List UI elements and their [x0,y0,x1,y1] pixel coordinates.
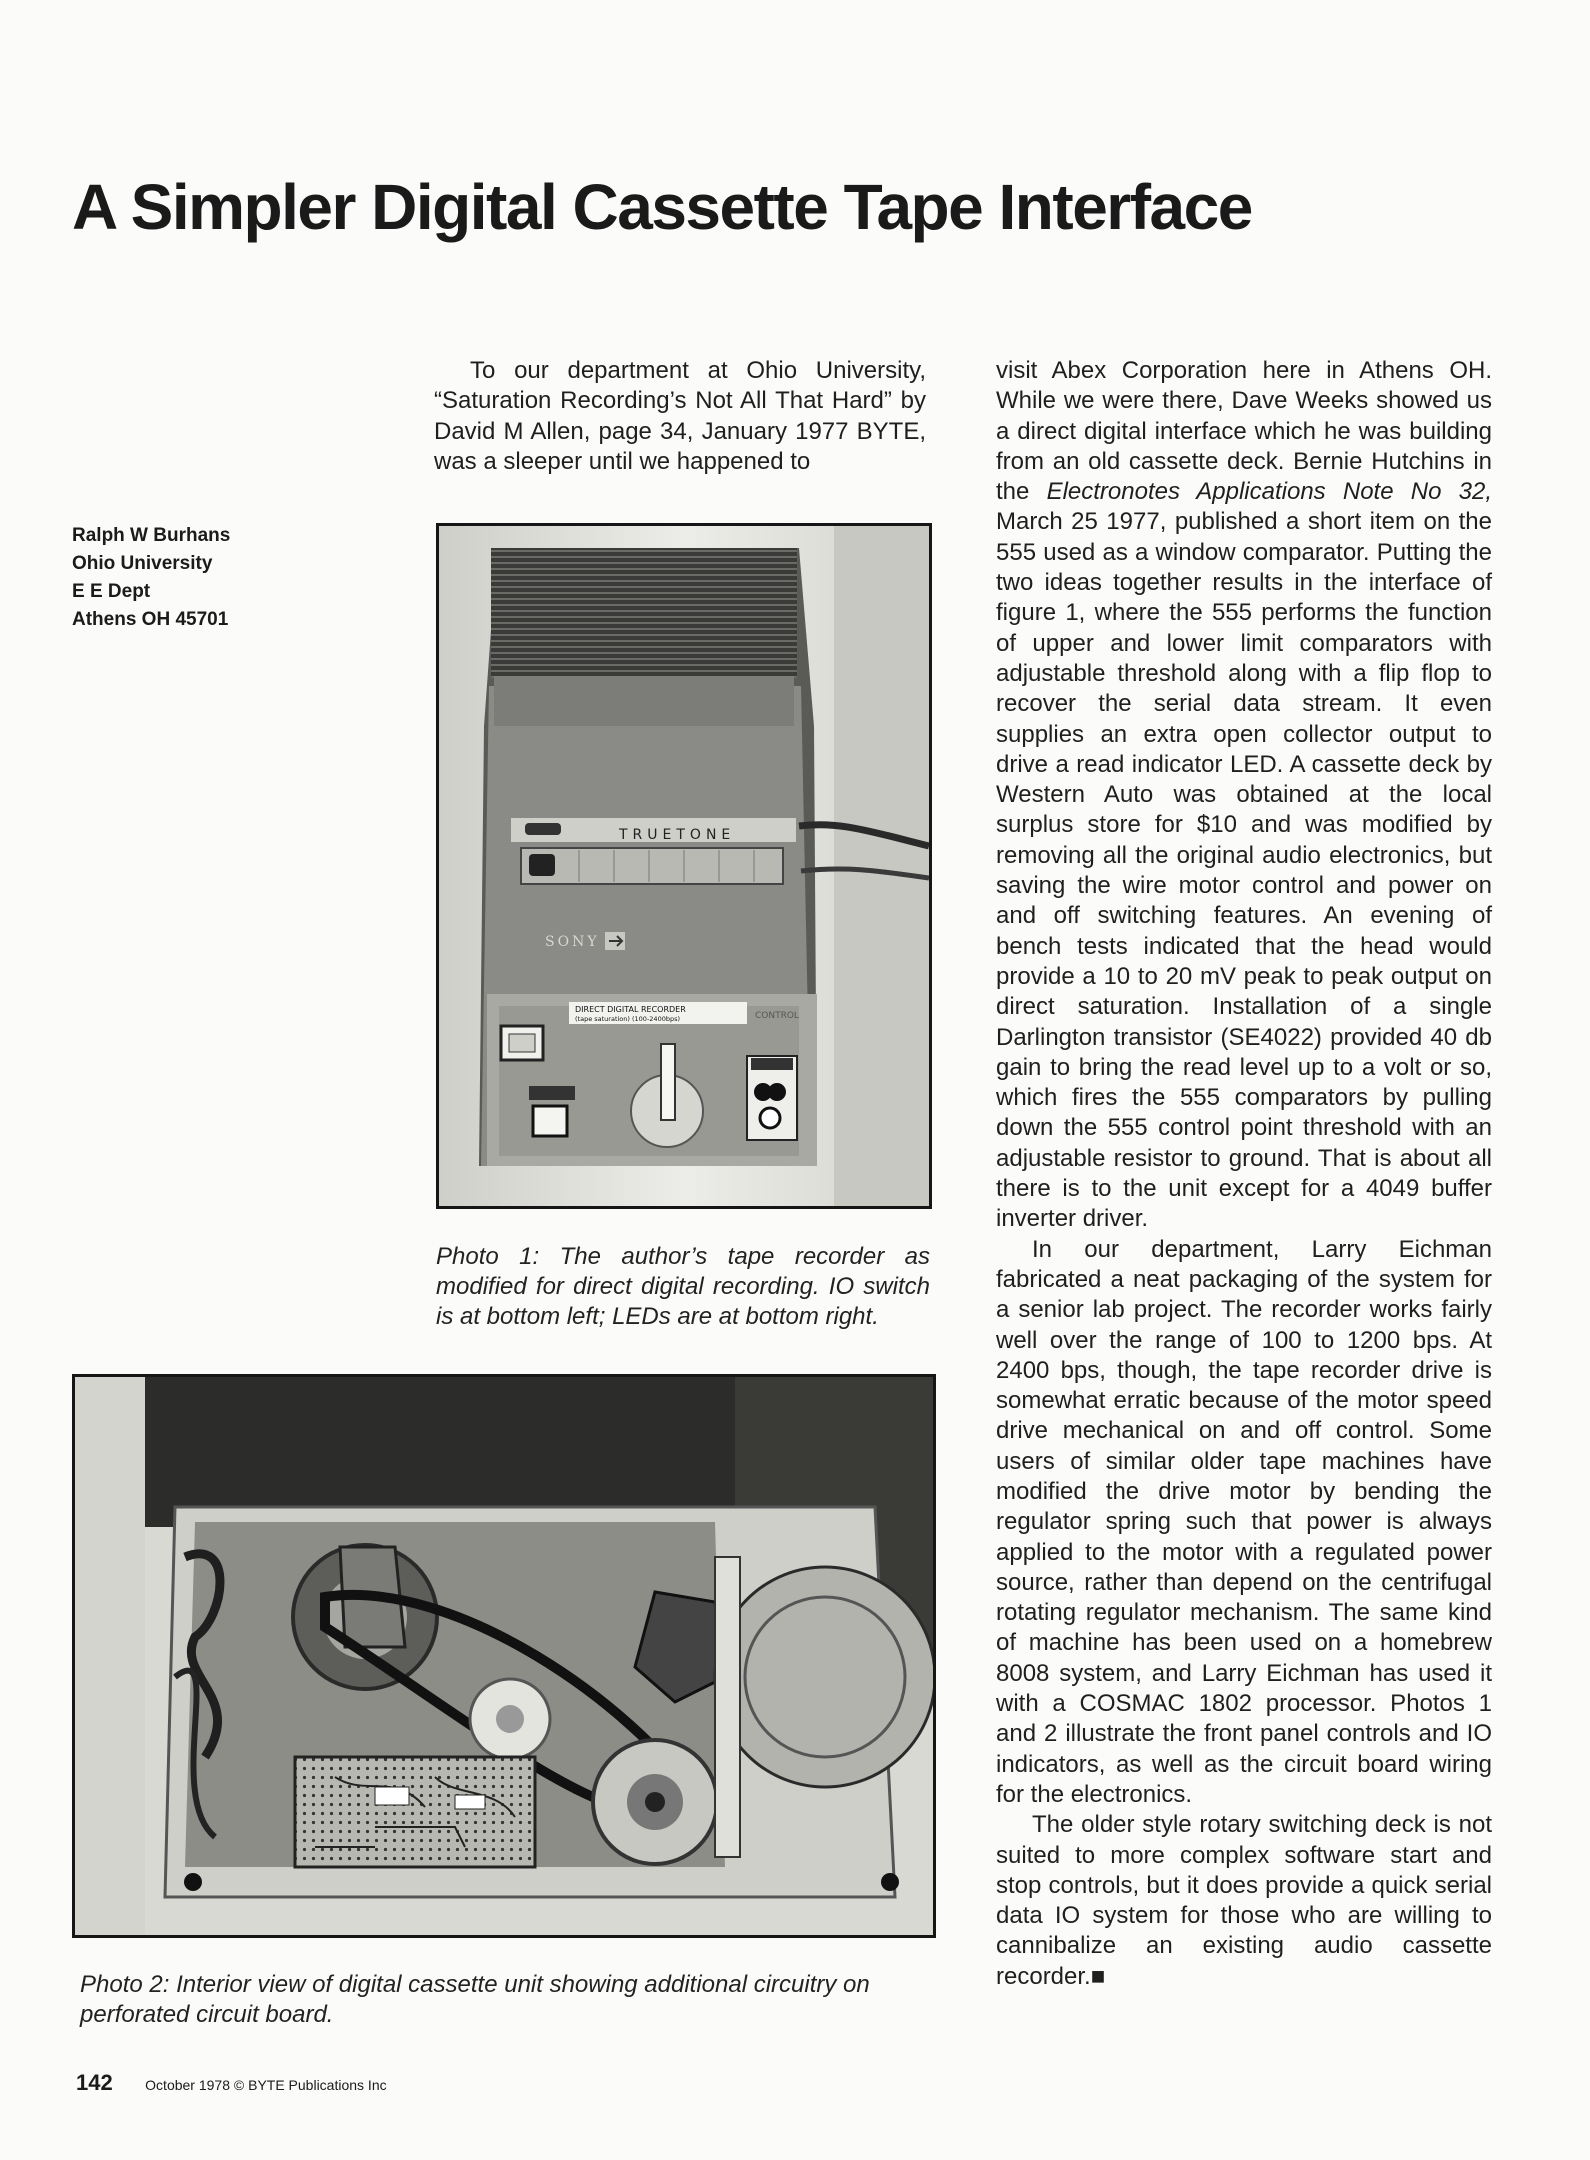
author-dept: E E Dept [72,581,151,602]
right-column [996,356,1492,1992]
page-number: 142 [76,2070,113,2095]
photo-1-tape-recorder [436,523,932,1209]
middle-column [434,356,926,477]
photo1-maker-label: SONY [545,934,600,950]
page-footer [76,2070,387,2096]
author-byline [72,522,352,634]
photo1-panel-line2: (tape saturation) (100-2400bps) [575,1015,681,1023]
paragraph-intro-continued-a: visit Abex Corporation here in Athens OH. While we were there, Dave Weeks showed us a direct digital interface which he was building from an old cassette deck. Bernie Hutchins in the [996,357,1492,506]
author-affiliation: Ohio University [72,553,213,574]
photo1-panel-line1: DIRECT DIGITAL RECORDER [575,1005,686,1014]
paragraph-packaging: In our department, Larry Eichman fabricated a neat packaging of the system for a senior lab project. The recorder works fairly well over the range of 100 to 1200 bps. At 2400 bps, though, the tape recorder drive is somewhat erratic because of the motor speed drive mechanical on and off control. Some users of similar older tape machines have modified the drive motor by bending the regulator spring such that power is always applied to the motor with a regulated power source, rather than depend on the centrifugal rotating regulator mechanism. The same kind of machine has been used on a homebrew 8008 system, and Larry Eichman has used it with a COSMAC 1802 processor. Photos 1 and 2 illustrate the front panel controls and IO indicators, as well as the circuit board wiring for the electronics. [996,1235,1492,1808]
photo-2-interior-view [72,1374,936,1938]
paragraph-intro-continued-b: March 25 1977, published a short item on the 555 used as a window comparator. Putting the two ideas together results in the interface of figure 1, where the 555 performs the function of upper and lower limit comparators with adjustable threshold along with a flip flop to recover the serial data stream. It even supplies an extra open collector output to drive a read indicator LED. A cassette deck by Western Auto was obtained at the local surplus store for $10 and was modified by removing all the original audio electronics, but saving the wire motor control and power on and off switching features. An evening of bench tests indicated that the head would provide a 10 to 20 mV peak to peak output on direct saturation. Installation of a single Darlington transistor (SE4022) provided 40 db gain to bring the read level up to a volt or so, which fires the 555 comparators by pulling down the 555 control point threshold with an adjustable resistor to ground. That is about all there is to the unit except for a 4049 buffer inverter driver. [996,508,1492,1233]
paragraph-intro-continued [996,356,1492,1235]
paragraph-intro: To our department at Ohio University, “Saturation Recording’s Not All That Hard” by David M Allen, page 34, January 1977 BYTE, was a sleeper until we happened to [434,357,926,475]
author-name: Ralph W Burhans [72,525,231,546]
author-address: Athens OH 45701 [72,609,229,630]
photo1-brand-label: TRUETONE [619,827,736,843]
electronotes-citation: Electronotes Applications Note No 32, [1046,478,1492,506]
paragraph-conclusion [996,1810,1492,1992]
end-of-article-mark: ■ [1090,1962,1106,1990]
photo-1-caption: Photo 1: The author’s tape recorder as modified for direct digital recording. IO switch is at bottom left; LEDs are at bottom right. [436,1243,930,1330]
publication-credit: October 1978 © BYTE Publications Inc [145,2077,387,2093]
photo-2-caption: Photo 2: Interior view of digital cassette unit showing additional circuitry on perforated circuit board. [80,1971,870,2028]
paragraph-conclusion-text: The older style rotary switching deck is not suited to more complex software start and stop controls, but it does provide a quick serial data IO system for those who are willing to cannibalize an existing audio cassette recorder. [996,1811,1492,1990]
photo1-panel-control: CONTROL [755,1011,799,1021]
article-title: A Simpler Digital Cassette Tape Interface [72,171,1252,243]
